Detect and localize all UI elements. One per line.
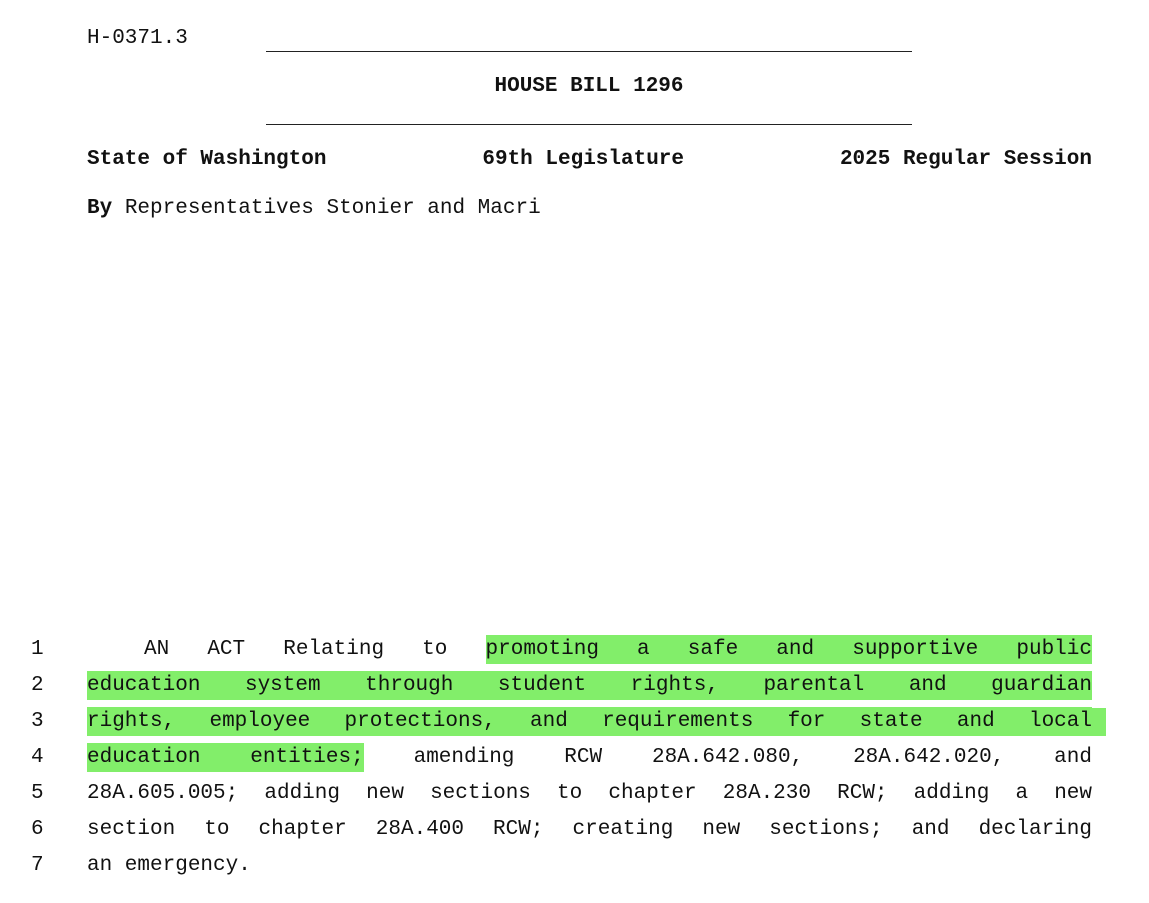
line-number: 4 (31, 746, 44, 769)
highlighted-text: rights, employee protections, and requirements for state and local (87, 710, 1092, 733)
document-id: H-0371.3 (87, 27, 188, 50)
line-number: 7 (31, 854, 44, 877)
sponsor-names: Representatives Stonier and Macri (124, 197, 541, 220)
line-number: 5 (31, 782, 44, 805)
highlighted-text: education system through student rights, parental and guardian (87, 674, 1092, 697)
line-number: 6 (31, 818, 44, 841)
title-rule-top (266, 51, 912, 52)
bill-body (0, 632, 1149, 884)
body-line (0, 704, 1149, 740)
highlighted-text: education entities; (87, 746, 364, 769)
body-line (0, 740, 1149, 776)
line-text-plain: section to chapter 28A.400 RCW; creating new sections; and declaring (87, 818, 1092, 841)
bill-title: HOUSE BILL 1296 (494, 75, 684, 98)
body-line (0, 668, 1149, 704)
body-line (0, 848, 1149, 884)
line-text-plain: an emergency. (87, 854, 251, 877)
sponsor-line (87, 195, 541, 223)
line-text (87, 636, 1092, 664)
session-info-row (87, 146, 1092, 174)
line-text (87, 744, 1092, 772)
body-line (0, 632, 1149, 668)
line-number: 3 (31, 710, 44, 733)
body-line (0, 812, 1149, 848)
highlight-tail (1092, 708, 1106, 736)
legislature-label: 69th Legislature (482, 148, 685, 171)
line-text-plain: 28A.605.005; adding new sections to chapter 28A.230 RCW; adding a new (87, 782, 1092, 805)
line-text (87, 816, 1092, 844)
sponsor-prefix: By (87, 197, 113, 220)
title-rule-bottom (266, 124, 912, 125)
line-text (87, 780, 1092, 808)
line-text (87, 708, 1092, 736)
body-line (0, 776, 1149, 812)
line-number: 1 (31, 638, 44, 661)
state-label: State of Washington (87, 148, 327, 171)
line-text-plain: amending RCW 28A.642.080, 28A.642.020, and (363, 746, 1092, 769)
line-text (87, 852, 1092, 880)
highlighted-text: promoting a safe and supportive public (485, 638, 1092, 661)
session-label: 2025 Regular Session (839, 148, 1092, 171)
line-text-plain: AN ACT Relating to (144, 638, 486, 661)
line-number: 2 (31, 674, 44, 697)
line-text (87, 672, 1092, 700)
